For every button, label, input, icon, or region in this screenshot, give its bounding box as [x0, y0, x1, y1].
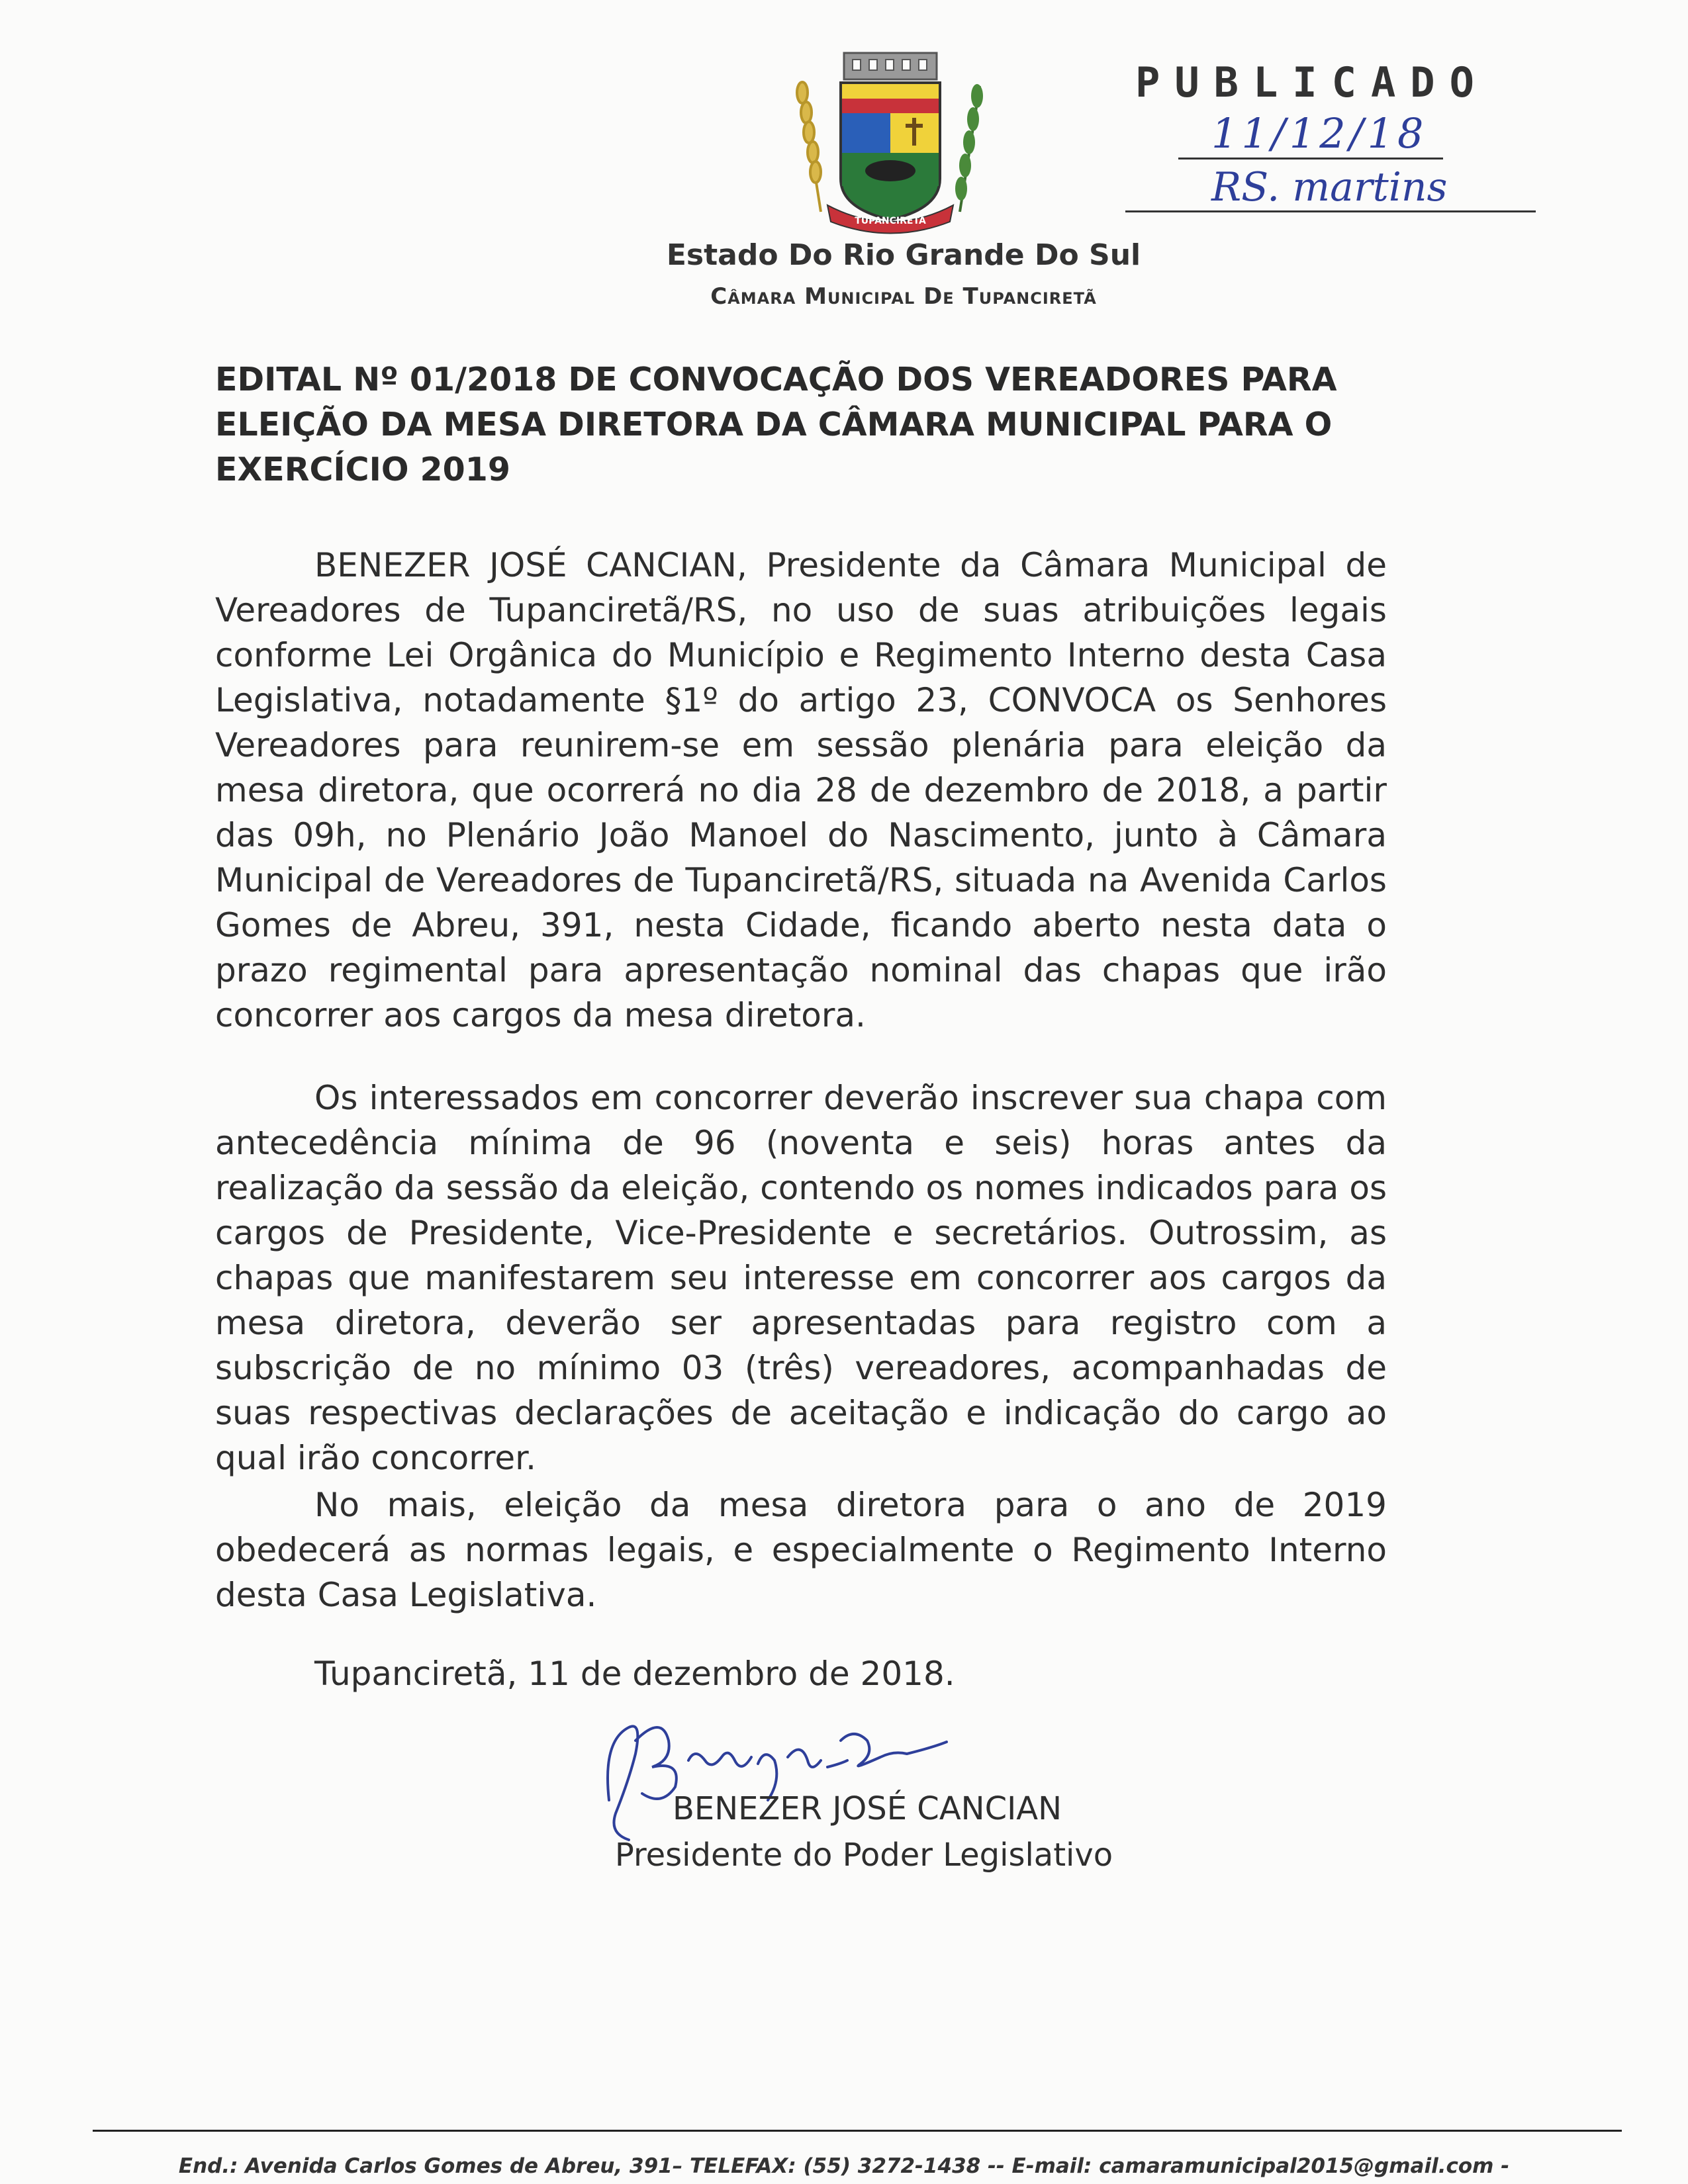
published-stamp-date: 11/12/18 — [1211, 109, 1428, 158]
signatory-role: Presidente do Poder Legislativo — [614, 1837, 1113, 1874]
stamp-date-underline — [1178, 158, 1443, 159]
signatory-name: BENEZER JOSÉ CANCIAN — [673, 1790, 1062, 1827]
published-stamp-signature: RS. martins — [1211, 164, 1448, 210]
body-paragraph-3: No mais, eleição da mesa diretora para o ano de 2019 obedecerá as normas legais, e especialmente o Regimento Interno desta Casa Legislativa. — [215, 1486, 1387, 1614]
header-chamber-name: Câmara Municipal De Tupanciretã — [710, 283, 1097, 310]
title-line-2: ELEIÇÃO DA MESA DIRETORA DA CÂMARA MUNICIPAL PARA O — [215, 406, 1333, 443]
coat-ribbon-text: TUPANCIRETÃ — [855, 216, 926, 226]
document-title — [215, 357, 1393, 492]
published-stamp-label: PUBLICADO — [1135, 58, 1489, 107]
body-paragraph-2: Os interessados em concorrer deverão inscrever sua chapa com antecedência mínima de 96 (noventa e seis) horas antes da realização da sessão da eleição, contendo os nomes indicados para os cargos de Presidente, Vice-Presidente e secretários. Outrossim, as chapas que manifestarem seu interesse em concorrer aos cargos da mesa diretora, deverão ser apresentadas para registro com a subscrição de no mínimo 03 (três) vereadores, acompanhadas de suas respectivas declarações de aceitação e indicação do cargo ao qual irão concorrer. — [215, 1079, 1387, 1477]
header-state-name: Estado Do Rio Grande Do Sul — [666, 238, 1141, 272]
title-line-3: EXERCÍCIO 2019 — [215, 451, 510, 488]
footer-divider — [93, 2130, 1622, 2132]
stamp-signature-underline — [1125, 210, 1536, 212]
footer-contact: End.: Avenida Carlos Gomes de Abreu, 391– TELEFAX: (55) 3272-1438 -- E-mail: camaramunicipal2015@gmail.com - — [178, 2154, 1510, 2178]
body-paragraph-1: BENEZER JOSÉ CANCIAN, Presidente da Câmara Municipal de Vereadores de Tupanciretã/RS, no uso de suas atribuições legais conforme Lei Orgânica do Município e Regimento Interno desta Casa Legislativa, notadamente §1º do artigo 23, CONVOCA os Senhores Vereadores para reunirem-se em sessão plenária para eleição da mesa diretora, que ocorrerá no dia 28 de dezembro de 2018, a partir das 09h, no Plenário João Manoel do Nascimento, junto à Câmara Municipal de Vereadores de Tupanciretã/RS, situada na Avenida Carlos Gomes de Abreu, 391, nesta Cidade, ficando aberto nesta data o prazo regimental para apresentação nominal das chapas que irão concorrer aos cargos da mesa diretora. — [215, 546, 1387, 1034]
coat-of-arms-emblem — [781, 46, 1000, 238]
place-and-date: Tupanciretã, 11 de dezembro de 2018. — [314, 1655, 955, 1693]
title-line-1: EDITAL Nº 01/2018 DE CONVOCAÇÃO DOS VEREADORES PARA — [215, 361, 1337, 398]
